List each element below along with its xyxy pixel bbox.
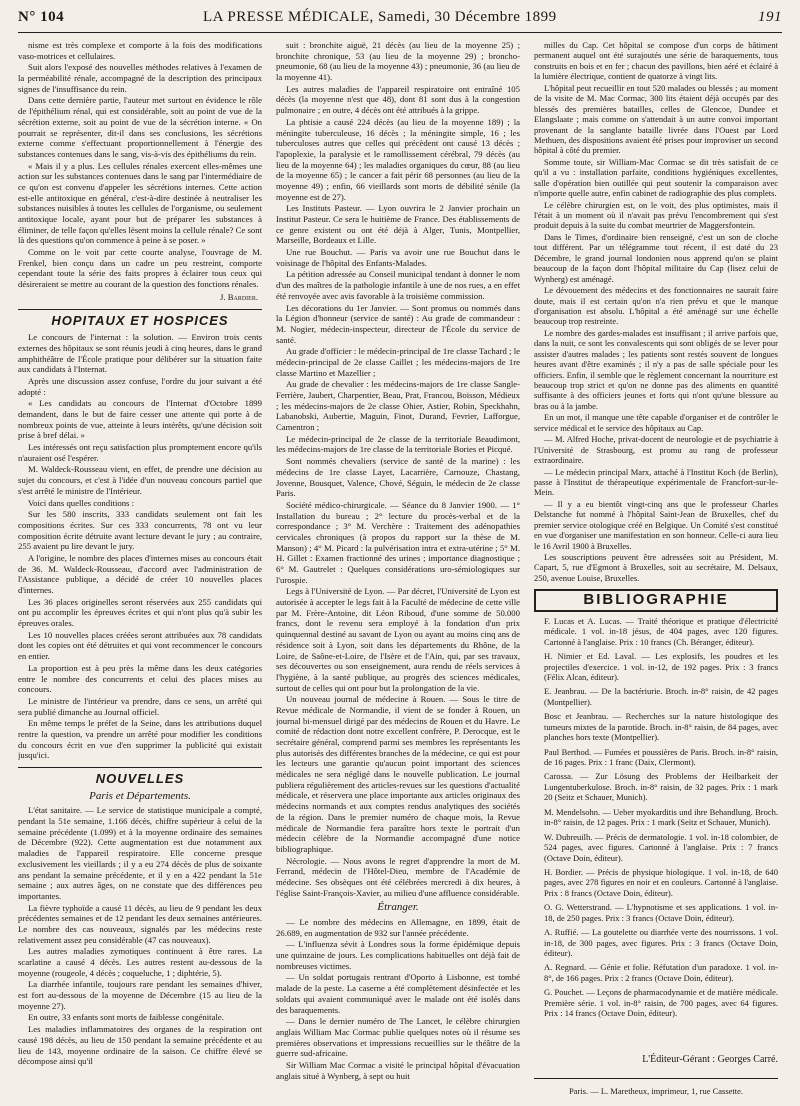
paragraph: milles du Cap. Cet hôpital se compose d'un corps de bâtiment permanent auquel ont été surajoutés une série de baraquements, tous construits en bois et en fer ; chacun des pavillons, bien aéré et éclairé à la lumière électrique, contient de quatorze à vingt lits.: [534, 40, 778, 82]
paragraph: L'état sanitaire. — Le service de statistique municipale a compté, pendant la 51e semaine, 1.166 décès, chiffre supérieur à celui de la semaine précédente (1.099) et à la moyenne ordinaire des semaines de Décembre (922). Cette augmentation est due notamment aux maladies de l'appareil respiratoire. Elle concerne presque exclusivement les vieillards ; il y a eu 274 décès de plus de soixante ans pendant la semaine précédente, et il y en a 422 pendant la 51e semaine ; aux autres âges, on ne constate que des différences peu importantes.: [18, 805, 262, 901]
paragraph: Les autres maladies zymotiques continuent à être rares. La scarlatine a causé 4 décès. Les autres restent au-dessous de la moyenne (rougeole, 4 décès ; coqueluche, 1 ; diphtérie, 5).: [18, 946, 262, 978]
paragraph: Le célèbre chirurgien est, on le voit, des plus optimistes, mais il l'était à un moment où il n'avait pas prévu l'encombrement qui s'est produit depuis à la suite du combat meurtrier de Maggersfontein.: [534, 199, 778, 231]
paragraph: Les Instituts Pasteur. — Lyon ouvrira le 2 Janvier prochain un Institut Pasteur. Ce sera le huitième de France. Des établissements de ce genre existent ou ont été déjà à Alger, Tunis, Montpellier, Marseille, Bordeaux et Lille.: [276, 203, 520, 246]
paragraph: nisme est très complexe et comporte à la fois des modifications vaso-motrices et cellulaires.: [18, 40, 262, 61]
paragraph: — M. Alfred Hoche, privat-docent de neurologie et de psychiatrie à l'Université de Strasbourg, est promu au rang de professeur extraordinaire.: [534, 434, 778, 466]
printer-line: Paris. — L. Maretheux, imprimeur, 1, rue Cassette.: [568, 1086, 744, 1096]
bib-entry: H. Nimier et Ed. Laval. — Les explosifs, les poudres et les projectiles d'exercice. 1 vol. in-12, de 192 pages. Prix : 3 francs (Félix Alcan, éditeur).: [544, 651, 778, 682]
paragraph: Société médico-chirurgicale. — Séance du 8 Janvier 1900. — 1° Installation du bureau ; 2° lecture du procès-verbal et de la correspondance ; 3° M. Verchère : Traitement des adénopathies cervicales chroniques (à propos du rapport sur la thèse de M. Manson) ; 4° M. Picard : la pulvérisation intra et extra-utérine ; 5° M. H. Gillet : Examen fractionné des urines ; importance diagnostique ; 6° M. Gautrelet : Quelques considérations uro-sémiologiques sur l'urospie.: [276, 499, 520, 585]
bib-entry: O. G. Wetterstrand. — L'hypnotisme et ses applications. 1 vol. in-18, de 250 pages. Prix : 3 francs (Octave Doin, éditeur).: [544, 902, 778, 923]
paragraph: Sont nommés chevaliers (service de santé de la marine) : les médecins de 1re classe Layet, Lacarrière, Carnouze, Chastang, Jovenne, Bousquet, Valence, Chové, Séguin, le médecin de 2e classe Paris.: [276, 456, 520, 499]
bib-entry: Carossa. — Zur Lösung des Problems der Heilbarkeit der Lungentuberkulose. Broch. in-8° raisin, de 32 pages. Prix : 1 mark 20 (Seitz et Schauer, Munich).: [544, 771, 778, 803]
bib-entry: M. Mendelsohn. — Ueber myokarditis und ihre Behandlung. Broch. in-8° raisin, de 12 pages. Prix : 1 mark (Seitz et Schauer, Munich).: [544, 806, 778, 828]
paragraph: Les décorations du 1er Janvier. — Sont promus ou nommés dans la Légion d'honneur (service de santé) : Au grade de commandeur : M. Nogier, médecin-inspecteur, directeur de l'École du service de santé.: [276, 302, 520, 345]
issue-number: N° 104: [18, 9, 65, 25]
signature: J. Bardier.: [219, 291, 258, 302]
paragraph: Somme toute, sir William-Mac Cormac se dit très satisfait de ce qu'il a vu : installation parfaite, conditions hygiéniques excellentes, salle d'opération bien outillée qui peut soutenir la comparaison avec n'importe quelle autre, enfin cabinet de radiographie des plus complets.: [534, 156, 778, 199]
paragraph: Les souscriptions peuvent être adressées soit au Président, M. Capart, 5, rue d'Egmont à Bruxelles, soit au secrétaire, M. Delsaux, 250, avenue Louise, Bruxelles.: [534, 552, 778, 583]
section-title-hopitaux: HOPITAUX ET HOSPICES: [51, 312, 229, 328]
header-rule: [18, 32, 782, 33]
paragraph: Les 10 nouvelles places créées seront attribuées aux 78 candidats dont les copies ont été détruites et qui vont recommencer le concours en entier.: [18, 629, 262, 662]
bib-entry: E. Jeanbrau. — De la bactériurie. Broch. in-8° raisin, de 42 pages (Montpellier).: [544, 686, 778, 707]
paragraph: Le ministre de l'intérieur va prendre, dans ce sens, un arrêté qui sera publié dimanche au Journal officiel.: [18, 695, 262, 717]
bib-entry: A. Regnard. — Génie et folie. Réfutation d'un paradoxe. 1 vol. in-8°, de 166 pages. Prix : 2 francs (Octave Doin, éditeur).: [544, 962, 778, 983]
editor-line: L'Éditeur-Gérant : Georges Carré.: [642, 1054, 778, 1065]
bib-entry: F. Lucas et A. Lucas. — Traité théorique et pratique d'électricité médicale. 1 vol. in-18 jésus, de 404 pages, avec 120 figures. Cartonné à l'anglaise. Prix : 10 francs (Ch. Béranger, éditeur).: [544, 615, 778, 647]
bib-entry: W. Dubreuilh. — Précis de dermatologie. 1 vol. in-18 colombier, de 524 pages, avec figures. Cartonné à l'anglaise. Prix : 7 francs (Octave Doin, éditeur).: [544, 831, 778, 863]
paragraph: Le médecin-principal de 2e classe de la territoriale Beaudimont, les médecins-majors de 1re classe de la territoriale Bories et Picqué.: [276, 433, 520, 455]
paragraph: « Les candidats au concours de l'Internat d'Octobre 1899 demandent, dans le but de faire cesser une attente qui porte à de nombreux points de vue, atteinte à leurs intérêts, qu'une décision soit prise à bref délai. »: [18, 398, 262, 441]
paragraph: Au grade d'officier : le médecin-principal de 1re classe Tachard ; le médecin-principal de 2e classe Caillet ; les médecins-majors de 1re classe Martino et Mazellier ;: [276, 346, 520, 378]
bib-entry: A. Ruffié. — La goutelette ou diarrhée verte des nourrissons. 1 vol. in-18, de 300 pages, avec figures. Prix : 3 francs (Octave Doin, éditeur).: [544, 927, 778, 958]
paragraph: Dans le Times, d'ordinaire bien renseigné, c'est un son de cloche tout différent. Par un télégramme tout récent, il est daté du 23 Décembre, le grand journal londonien nous apprend qu'on se plaint beaucoup de la façon dont l'hôpital militaire du Cap (lisez celui de Wynberg) est aménagé.: [534, 231, 778, 284]
paragraph: suit : bronchite aiguë, 21 décès (au lieu de la moyenne 25) ; bronchite chronique, 53 (au lieu de la moyenne 29) ; broncho-pneumonie, 68 (au lieu de la moyenne 43) ; pneumonie, 36 (au lieu de la moyenne 41).: [276, 40, 520, 83]
running-header: [18, 6, 782, 30]
paragraph: Dans cette dernière partie, l'auteur met surtout en évidence le rôle de l'épithélium rénal, qui est considérable, soit au point de vue de la sécrétion externe, soit au point de vue de la sécrétion interne. « On pourrait se représenter, dit-il dans ses conclusions, les sécrétions externe comme s'effectuant proportionnellement à l'énergie des substances contenues dans le sang, vis-à-vis des épithéliums du rein.: [18, 95, 262, 159]
paragraph: — Il y a eu bientôt vingt-cinq ans que le professeur Charles Delstanche fut nommé à l'hôpital Saint-Jean de Bruxelles, chef du premier service otologique créé en Belgique. Un Comité s'est constitué en vue d'organiser une manifestation en son honneur. Celle-ci aura lieu le 16 Avril 1900 à Bruxelles.: [534, 498, 778, 551]
bib-entry: Paul Berthod. — Fumées et poussières de Paris. Broch. in-8° raisin, de 16 pages. Prix : 1 franc (Daix, Clermont).: [544, 746, 778, 767]
journal-title: LA PRESSE MÉDICALE, Samedi, 30 Décembre 1899: [203, 9, 557, 25]
paragraph: Legs à l'Université de Lyon. — Par décret, l'Université de Lyon est autorisée à accepter le legs fait à la Faculté de médecine de cette ville par M. Frère-Antoine, dit Léon Riboud, d'une somme de 50.000 francs, dont le revenu sera employé à la fondation d'un prix quinquennal destiné au savant de Lyon ou ayant au moins cinq ans de résidence soit à Lyon, soit dans les départements du Rhône, de la Loire, de Saône-et-Loire, de l'Isère et de l'Ain, qui, par ses travaux, ses découvertes ou son enseignement, aura rendu de réels services à l'hygiène, à la santé publique, au progrès des sciences médicales, surtout de celles qui ont pour but la prolongation de la vie.: [276, 586, 520, 693]
subsection-title: Paris et Départements.: [89, 789, 191, 802]
bibliographie-list: [534, 616, 778, 1019]
paragraph: Les autres maladies de l'appareil respiratoire ont entraîné 105 décès (la moyenne n'est que 48), dont 81 sont dus à la congestion pulmonaire ; en outre, 4 décès ont été attribués à la grippe.: [276, 83, 520, 116]
paragraph: Les intéressés ont reçu satisfaction plus promptement encore qu'ils n'auraient osé l'espérer.: [18, 442, 262, 463]
bib-entry: H. Bordier. — Précis de physique biologique. 1 vol. in-18, de 640 pages, avec 278 figures en noir et en couleurs. Cartonné à l'anglaise. Prix : 8 francs (Octave Doin, éditeur).: [544, 866, 778, 898]
paragraph: Nécrologie. — Nous avons le regret d'apprendre la mort de M. Ferrand, médecin de l'Hôtel-Dieu, membre de l'Académie de médecine. Ses obsèques ont été célébrées mercredi à dix heures, à l'église Saint-François-Xavier, au milieu d'une affluence considérable.: [276, 855, 520, 898]
paragraph: Une rue Bouchut. — Paris va avoir une rue Bouchut dans le voisinage de l'hôpital des Enfants-Malades.: [276, 247, 520, 268]
paragraph: Voici dans quelles conditions :: [28, 497, 135, 508]
paragraph: Sur les 580 inscrits, 333 candidats seulement ont fait les compositions écrites. Sur ces 333 concurrents, 78 ont vu leur composition écrite détruite avant lecture devant le jury ; au contraire, 255 avaient pu lire devant le jury.: [18, 509, 262, 552]
paragraph: La diarrhée infantile, toujours rare pendant les semaines d'hiver, est fort au-dessous de la moyenne de Décembre (15 au lieu de la moyenne 27).: [18, 979, 262, 1011]
paragraph: En un mot, il manque une tête capable d'organiser et de contrôler le service médical et le service des hôpitaux au Cap.: [534, 412, 778, 433]
paragraph: Les 36 places originelles seront réservées aux 255 candidats qui ont pu accomplir les épreuves écrites et qui n'ont plus qu'à subir les épreuves orales.: [18, 596, 262, 629]
paragraph: La proportion est à peu près la même dans les deux catégories entre le nombre des concurrents et celui des places mises au concours.: [18, 662, 262, 695]
column-2: [276, 40, 520, 1082]
section-title-bibliographie: BIBLIOGRAPHIE: [583, 591, 729, 609]
paragraph: En outre, 33 enfants sont morts de faiblesse congénitale.: [28, 1012, 224, 1023]
footer-rule: [534, 1078, 778, 1079]
paragraph: La pétition adressée au Conseil municipal tendant à donner le nom d'un des maîtres de la pathologie infantile à une de nos rues, a en effet été renvoyée avec avis favorable à la troisième commission.: [276, 269, 520, 301]
paragraph: — Un soldat portugais rentrant d'Oporto à Lisbonne, est tombé malade de la peste. La caserne a été complètement désinfectée et les soldats qui avaient communiqué avec le malade ont été isolés dans des baraquements.: [276, 972, 520, 1015]
paragraph: Après une discussion assez confuse, l'ordre du jour suivant a été adopté :: [18, 375, 262, 397]
paragraph: Le dévouement des médecins et des fonctionnaires ne saurait faire doute, mais il est certain qu'on n'a rien prévu et que le manque d'organisation est absolu. L'hôpital a été aménagé sur une échelle beaucoup trop restreinte.: [534, 285, 778, 327]
section-title-nouvelles: NOUVELLES: [95, 771, 185, 786]
paragraph: Le nombre des gardes-malades est insuffisant ; il arrive parfois que, dans la nuit, ce sont les convalescents qui sont obligés de se lever pour assister d'autres malades ; les patients sont restés souvent de longues heures avant d'être examinés ; il n'y a pas de salle spéciale pour les officiers. Enfin, il semble que le règlement concernant la nourriture est beaucoup trop strict et qu'on ne donne pas des aliments en quantité suffisante à des officiers jeunes et forts qui n'ont qu'une blessure au bras ou à la jambe.: [534, 327, 778, 411]
paragraph: — Le nombre des médecins en Allemagne, en 1899, était de 26.689, en augmentation de 932 sur l'année précédente.: [276, 917, 520, 938]
divider: [18, 309, 262, 310]
subsection-title-etranger: Étranger.: [377, 901, 419, 914]
paragraph: Suit alors l'exposé des nouvelles méthodes relatives à l'examen de la perméabilité rénale, accompagné de la description des principaux signes de l'insuffisance du rein.: [18, 62, 262, 94]
paragraph: Comme on le voit par cette courte analyse, l'ouvrage de M. Frenkel, bien conçu dans un cadre un peu restreint, comporte cependant toute la série des faits propres à éclairer tous ceux qui désireraient se mettre au courant de la question des fonctions rénales.: [18, 247, 262, 290]
paragraph: M. Waldeck-Rousseau vient, en effet, de prendre une décision au sujet du concours, et c'est à l'idée d'un nouveau concours partiel que s'est arrêté le ministre de l'Intérieur.: [18, 464, 262, 496]
paragraph: Le concours de l'internat : la solution. — Environ trois cents externes des hôpitaux se sont réunis jeudi à cinq heures, dans le grand amphithéâtre de l'École pratique pour délibérer sur la situation faite aux candidats à l'Internat.: [18, 332, 262, 375]
column-3: [534, 40, 778, 1023]
page-number: 191: [758, 9, 782, 25]
divider: [18, 767, 262, 768]
paragraph: La phtisie a causé 224 décès (au lieu de la moyenne 189) ; la méningite tuberculeuse, 16 décès ; la méningite simple, 16 ; les tuberculoses autres que celles qui précèdent ont causé 13 décès ; l'apoplexie, la paralysie et le ramollissement cérébral, 79 décès (au lieu de la moyenne 64) ; les maladies organiques du cœur, 88 (au lieu de la moyenne 65) ; le cancer a fait périr 68 personnes (au lieu de la moyenne 49) ; enfin, 66 vieillards sont morts de débilité sénile (la moyenne est de 27).: [276, 116, 520, 202]
paragraph: La fièvre typhoïde a causé 11 décès, au lieu de 9 pendant les deux précédentes semaines et de 12 pendant les deux semaines antérieures. Le nombre des cas nouveaux, signalés par les médecins reste relativement assez peu considérable (47 cas nouveaux).: [18, 902, 262, 945]
paragraph: Sir William Mac Cormac a visité le principal hôpital d'évacuation anglais situé à Wynberg, à sept ou huit: [276, 1059, 520, 1081]
paragraph: Un nouveau journal de médecine à Rouen. — Sous le titre de Revue médicale de Normandie, il vient de se fonder à Rouen, un journal bi-mensuel dirigé par des médecins de Rouen et du Havre. Le comité de rédaction dont notre excellent confrère, P. Derocque, est le secrétaire général, comprend parmi ses membres les représentants les plus autorisés des différentes branches de la médecine, ce qui est pour les lecteurs une garantie qu'aucun point important des sciences médicales ne sera négligé dans le nouvelle publication. Le journal publiera régulièrement des articles-revues sur les questions d'actualité médicale, et réservera une place importante aux articles originaux des médecins normands et aux comptes rendus analytiques des sociétés de la région. Dans le premier numéro de chaque mois, la Revue médicale de Normandie fera paraître hors texte le portrait d'un médecin célèbre de la Normandie accompagné d'une notice bibliographique.: [276, 694, 520, 854]
paragraph: Au grade de chevalier : les médecins-majors de 1re classe Sangle-Ferrière, Jaubert, Charpentier, Beau, Prat, Francou, Boisson, Médieux ; les médecins-majors de 2e classe Ohier, Astier, Robin, Speckhahn, Labanobski, Aubertie, Maguin, Finot, Durand, Fevrier, Lafforgue, Camentron ;: [276, 379, 520, 433]
paragraph: « Mais il y a plus. Les cellules rénales exercent elles-mêmes une action sur les substances contenues dans le sang par l'intermédiaire de ce qu'on est convenu d'appeler les sécrétions internes. Cette action est-elle antitoxique en général, c'est-à-dire destinée à neutraliser les substances nuisibles à toutes les cellules de l'organisme, ou seulement antitoxique locale, ayant pour but de préparer les substances à éliminer, de telle façon qu'elles lèsent moins la cellule rénale? Ce sont là des questions qu'on commence à peine à se poser. »: [18, 160, 262, 246]
bibliographie-box: [534, 589, 778, 611]
paragraph: Les maladies inflammatoires des organes de la respiration ont causé 198 décès, au lieu de 150 pendant la semaine précédente et au lieu de 143, moyenne ordinaire de la saison. Ce chiffre élevé se décompose ainsi qu'il: [18, 1024, 262, 1067]
paragraph: — L'influenza sévit à Londres sous la forme épidémique depuis une quinzaine de jours. Les complications habituelles ont déjà fait de nombreuses victimes.: [276, 939, 520, 971]
bib-entry: Bosc et Jeanbrau. — Recherches sur la nature histologique des tumeurs mixtes de la parotide. Broch. in-8° raisin, de 84 pages, avec planches hors texte (Montpellier).: [544, 711, 778, 743]
bib-entry: G. Pouchet. — Leçons de pharmacodynamie et de matière médicale. Première série. 1 vol. in-8° raisin, de 700 pages, avec 64 figures. Prix : 14 francs (Octave Doin, éditeur).: [544, 987, 778, 1019]
column-1: [18, 40, 262, 1068]
paragraph: L'hôpital peut recueillir en tout 520 malades ou blessés ; au moment de la visite de M. Mac Cormac, 300 lits étaient déjà occupés par des blessés des premières batailles, celles de Glencoe, Dundee et Elangslaate ; mais comme on s'attendait à un autre convoi important provenant de la sanglante bataille livrée dans l'Ouest par Lord Methuen, des dispositions avaient été prises pour improviser un second hôpital à côté du premier.: [534, 82, 778, 156]
paragraph: — Dans le dernier numéro de The Lancet, le célèbre chirurgien anglais William Mac Cormac publie quelques notes où il résume ses premières observations et impressions recueillies sur le théâtre de la guerre sud-africaine.: [276, 1016, 520, 1059]
paragraph: — Le médecin principal Marx, attaché à l'Institut Koch (de Berlin), passe à l'Institut de thérapeutique expérimentale de Francfort-sur-le-Mein.: [534, 466, 778, 498]
paragraph: A l'origine, le nombre des places d'internes mises au concours était de 36. M. Waldeck-Rousseau, d'accord avec l'administration de l'Assistance publique, a décidé de créer 10 nouvelles places d'internes.: [18, 552, 262, 595]
paragraph: En même temps le préfet de la Seine, dans les attributions duquel rentre la question, va prendre un arrêté pour modifier les conditions du concours écrit en vue d'en supprimer la publicité qui existait jusqu'ici.: [18, 718, 262, 761]
